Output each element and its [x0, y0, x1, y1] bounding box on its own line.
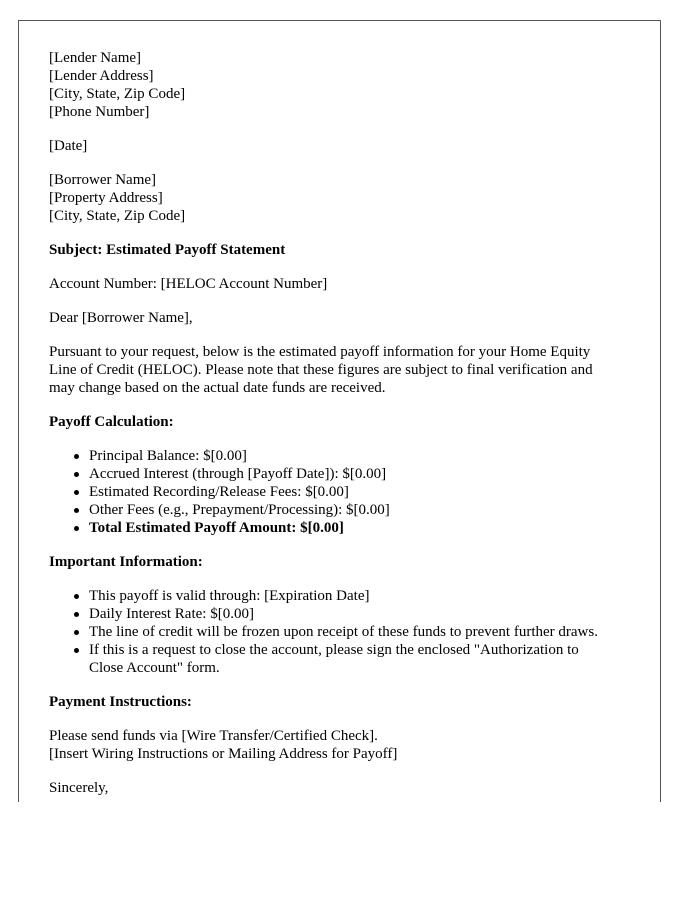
letter-page	[18, 20, 661, 802]
payoff-item-recording-fees	[89, 483, 639, 501]
payoff-item-interest	[89, 465, 639, 483]
date-block	[49, 137, 639, 155]
account-number-line: Account Number: [HELOC Account Number]	[49, 276, 328, 292]
important-heading: Important Information:	[49, 554, 203, 570]
payoff-list	[49, 447, 639, 537]
important-list	[49, 587, 639, 677]
lender-block	[49, 49, 639, 121]
payment-instructions	[49, 727, 639, 763]
lender-name: [Lender Name]	[49, 50, 142, 66]
letter-date: [Date]	[49, 138, 88, 154]
payoff-item-principal	[89, 447, 639, 465]
bullet-icon	[74, 519, 80, 537]
important-item-text: If this is a request to close the account, please sign the enclosed "Authorization to	[89, 642, 579, 658]
important-item-frozen	[89, 623, 639, 641]
important-item-daily-rate	[89, 605, 639, 623]
payoff-item-other-fees	[89, 501, 639, 519]
bullet-icon	[74, 641, 80, 659]
payoff-item-text: Other Fees (e.g., Prepayment/Processing): $[0.00]	[89, 502, 390, 518]
borrower-block	[49, 171, 639, 225]
borrower-city-state-zip: [City, State, Zip Code]	[49, 208, 186, 224]
borrower-property-address: [Property Address]	[49, 190, 163, 206]
bullet-icon	[74, 587, 80, 605]
payoff-total-text: Total Estimated Payoff Amount: $[0.00]	[89, 520, 344, 536]
intro-line: Line of Credit (HELOC). Please note that these figures are subject to final verification and	[49, 362, 593, 378]
bullet-icon	[74, 605, 80, 623]
important-item-valid-through	[89, 587, 639, 605]
intro-line: Pursuant to your request, below is the estimated payoff information for your Home Equity	[49, 344, 591, 360]
important-item-text: This payoff is valid through: [Expiration Date]	[89, 588, 370, 604]
payoff-item-text: Accrued Interest (through [Payoff Date]): $[0.00]	[89, 466, 387, 482]
bullet-icon	[74, 501, 80, 519]
important-item-text: The line of credit will be frozen upon receipt of these funds to prevent further draws.	[89, 624, 598, 640]
payoff-heading: Payoff Calculation:	[49, 414, 174, 430]
subject-line: Subject: Estimated Payoff Statement	[49, 242, 286, 258]
payoff-item-text: Estimated Recording/Release Fees: $[0.00]	[89, 484, 349, 500]
important-item-text: Daily Interest Rate: $[0.00]	[89, 606, 254, 622]
letter-content	[49, 49, 639, 802]
payment-heading: Payment Instructions:	[49, 694, 192, 710]
closing: Sincerely,	[49, 780, 109, 796]
bullet-icon	[74, 623, 80, 641]
lender-address: [Lender Address]	[49, 68, 154, 84]
borrower-name: [Borrower Name]	[49, 172, 157, 188]
bullet-icon	[74, 447, 80, 465]
payment-line: Please send funds via [Wire Transfer/Certified Check].	[49, 728, 378, 744]
payment-line: [Insert Wiring Instructions or Mailing Address for Payoff]	[49, 746, 398, 762]
payoff-item-total	[89, 519, 639, 537]
salutation: Dear [Borrower Name],	[49, 310, 193, 326]
lender-city-state-zip: [City, State, Zip Code]	[49, 86, 186, 102]
payoff-item-text: Principal Balance: $[0.00]	[89, 448, 247, 464]
lender-phone: [Phone Number]	[49, 104, 150, 120]
bullet-icon	[74, 465, 80, 483]
bullet-icon	[74, 483, 80, 501]
intro-line: may change based on the actual date funds are received.	[49, 380, 386, 396]
intro-paragraph	[49, 343, 639, 397]
important-item-close-account	[89, 641, 639, 677]
important-item-text: Close Account" form.	[89, 660, 220, 676]
